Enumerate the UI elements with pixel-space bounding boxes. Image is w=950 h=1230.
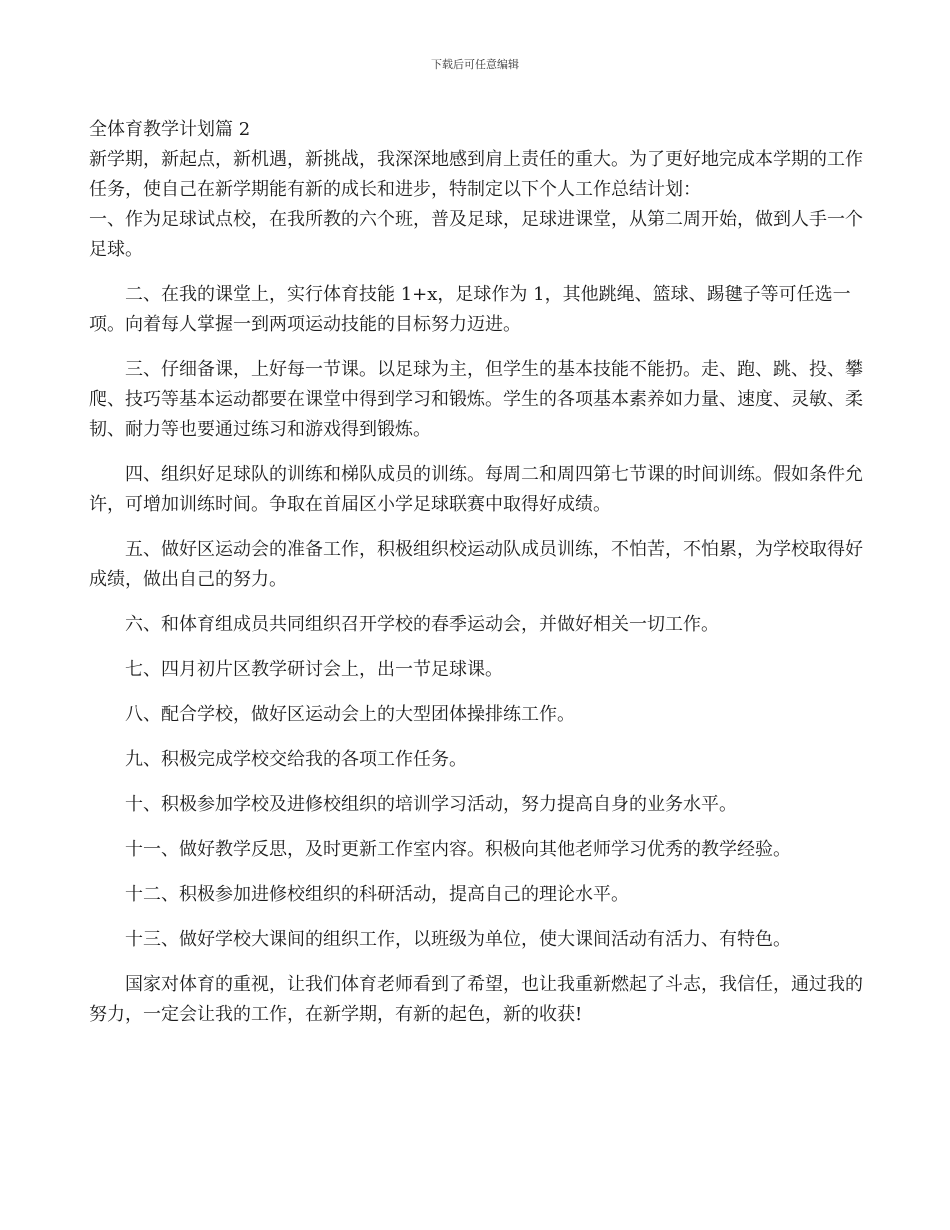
plan-item-1: 一、作为足球试点校，在我所教的六个班，普及足球，足球进课堂，从第二周开始，做到人手一个足球。 bbox=[89, 209, 863, 260]
plan-item-2: 二、在我的课堂上，实行体育技能 1+x，足球作为 1，其他跳绳、篮球、踢毽子等可任选一项。向着每人掌握一到两项运动技能的目标努力迈进。 bbox=[89, 284, 851, 335]
document-title: 全体育教学计划篇 2 bbox=[89, 119, 251, 140]
plan-item-5: 五、做好区运动会的准备工作，积极组织校运动队成员训练，不怕苦，不怕累，为学校取得好成绩，做出自己的努力。 bbox=[89, 539, 863, 590]
header-note: 下载后可任意编辑 bbox=[431, 58, 519, 71]
closing-paragraph: 国家对体育的重视，让我们体育老师看到了希望，也让我重新燃起了斗志，我信任，通过我的努力，一定会让我的工作，在新学期，有新的起色，新的收获! bbox=[89, 974, 863, 1025]
plan-item-10: 十、积极参加学校及进修校组织的培训学习活动，努力提高自身的业务水平。 bbox=[125, 794, 737, 815]
plan-item-12: 十二、积极参加进修校组织的科研活动，提高自己的理论水平。 bbox=[125, 884, 629, 905]
document-body bbox=[89, 115, 863, 1030]
intro-paragraph: 新学期，新起点，新机遇，新挑战，我深深地感到肩上责任的重大。为了更好地完成本学期的工作任务，使自己在新学期能有新的成长和进步，特制定以下个人工作总结计划： bbox=[89, 149, 863, 200]
plan-item-6: 六、和体育组成员共同组织召开学校的春季运动会，并做好相关一切工作。 bbox=[125, 614, 719, 635]
plan-item-11: 十一、做好教学反思，及时更新工作室内容。积极向其他老师学习优秀的教学经验。 bbox=[125, 839, 791, 860]
plan-item-13: 十三、做好学校大课间的组织工作，以班级为单位，使大课间活动有活力、有特色。 bbox=[125, 929, 791, 950]
plan-item-3: 三、仔细备课，上好每一节课。以足球为主，但学生的基本技能不能扔。走、跑、跳、投、攀爬、技巧等基本运动都要在课堂中得到学习和锻炼。学生的各项基本素养如力量、速度、灵敏、柔韧、耐力等也要通过练习和游戏得到锻炼。 bbox=[89, 359, 863, 440]
plan-item-4: 四、组织好足球队的训练和梯队成员的训练。每周二和周四第七节课的时间训练。假如条件允许，可增加训练时间。争取在首届区小学足球联赛中取得好成绩。 bbox=[89, 464, 863, 515]
plan-item-7: 七、四月初片区教学研讨会上，出一节足球课。 bbox=[125, 659, 503, 680]
plan-item-9: 九、积极完成学校交给我的各项工作任务。 bbox=[125, 749, 467, 770]
plan-item-8: 八、配合学校，做好区运动会上的大型团体操排练工作。 bbox=[125, 704, 575, 725]
